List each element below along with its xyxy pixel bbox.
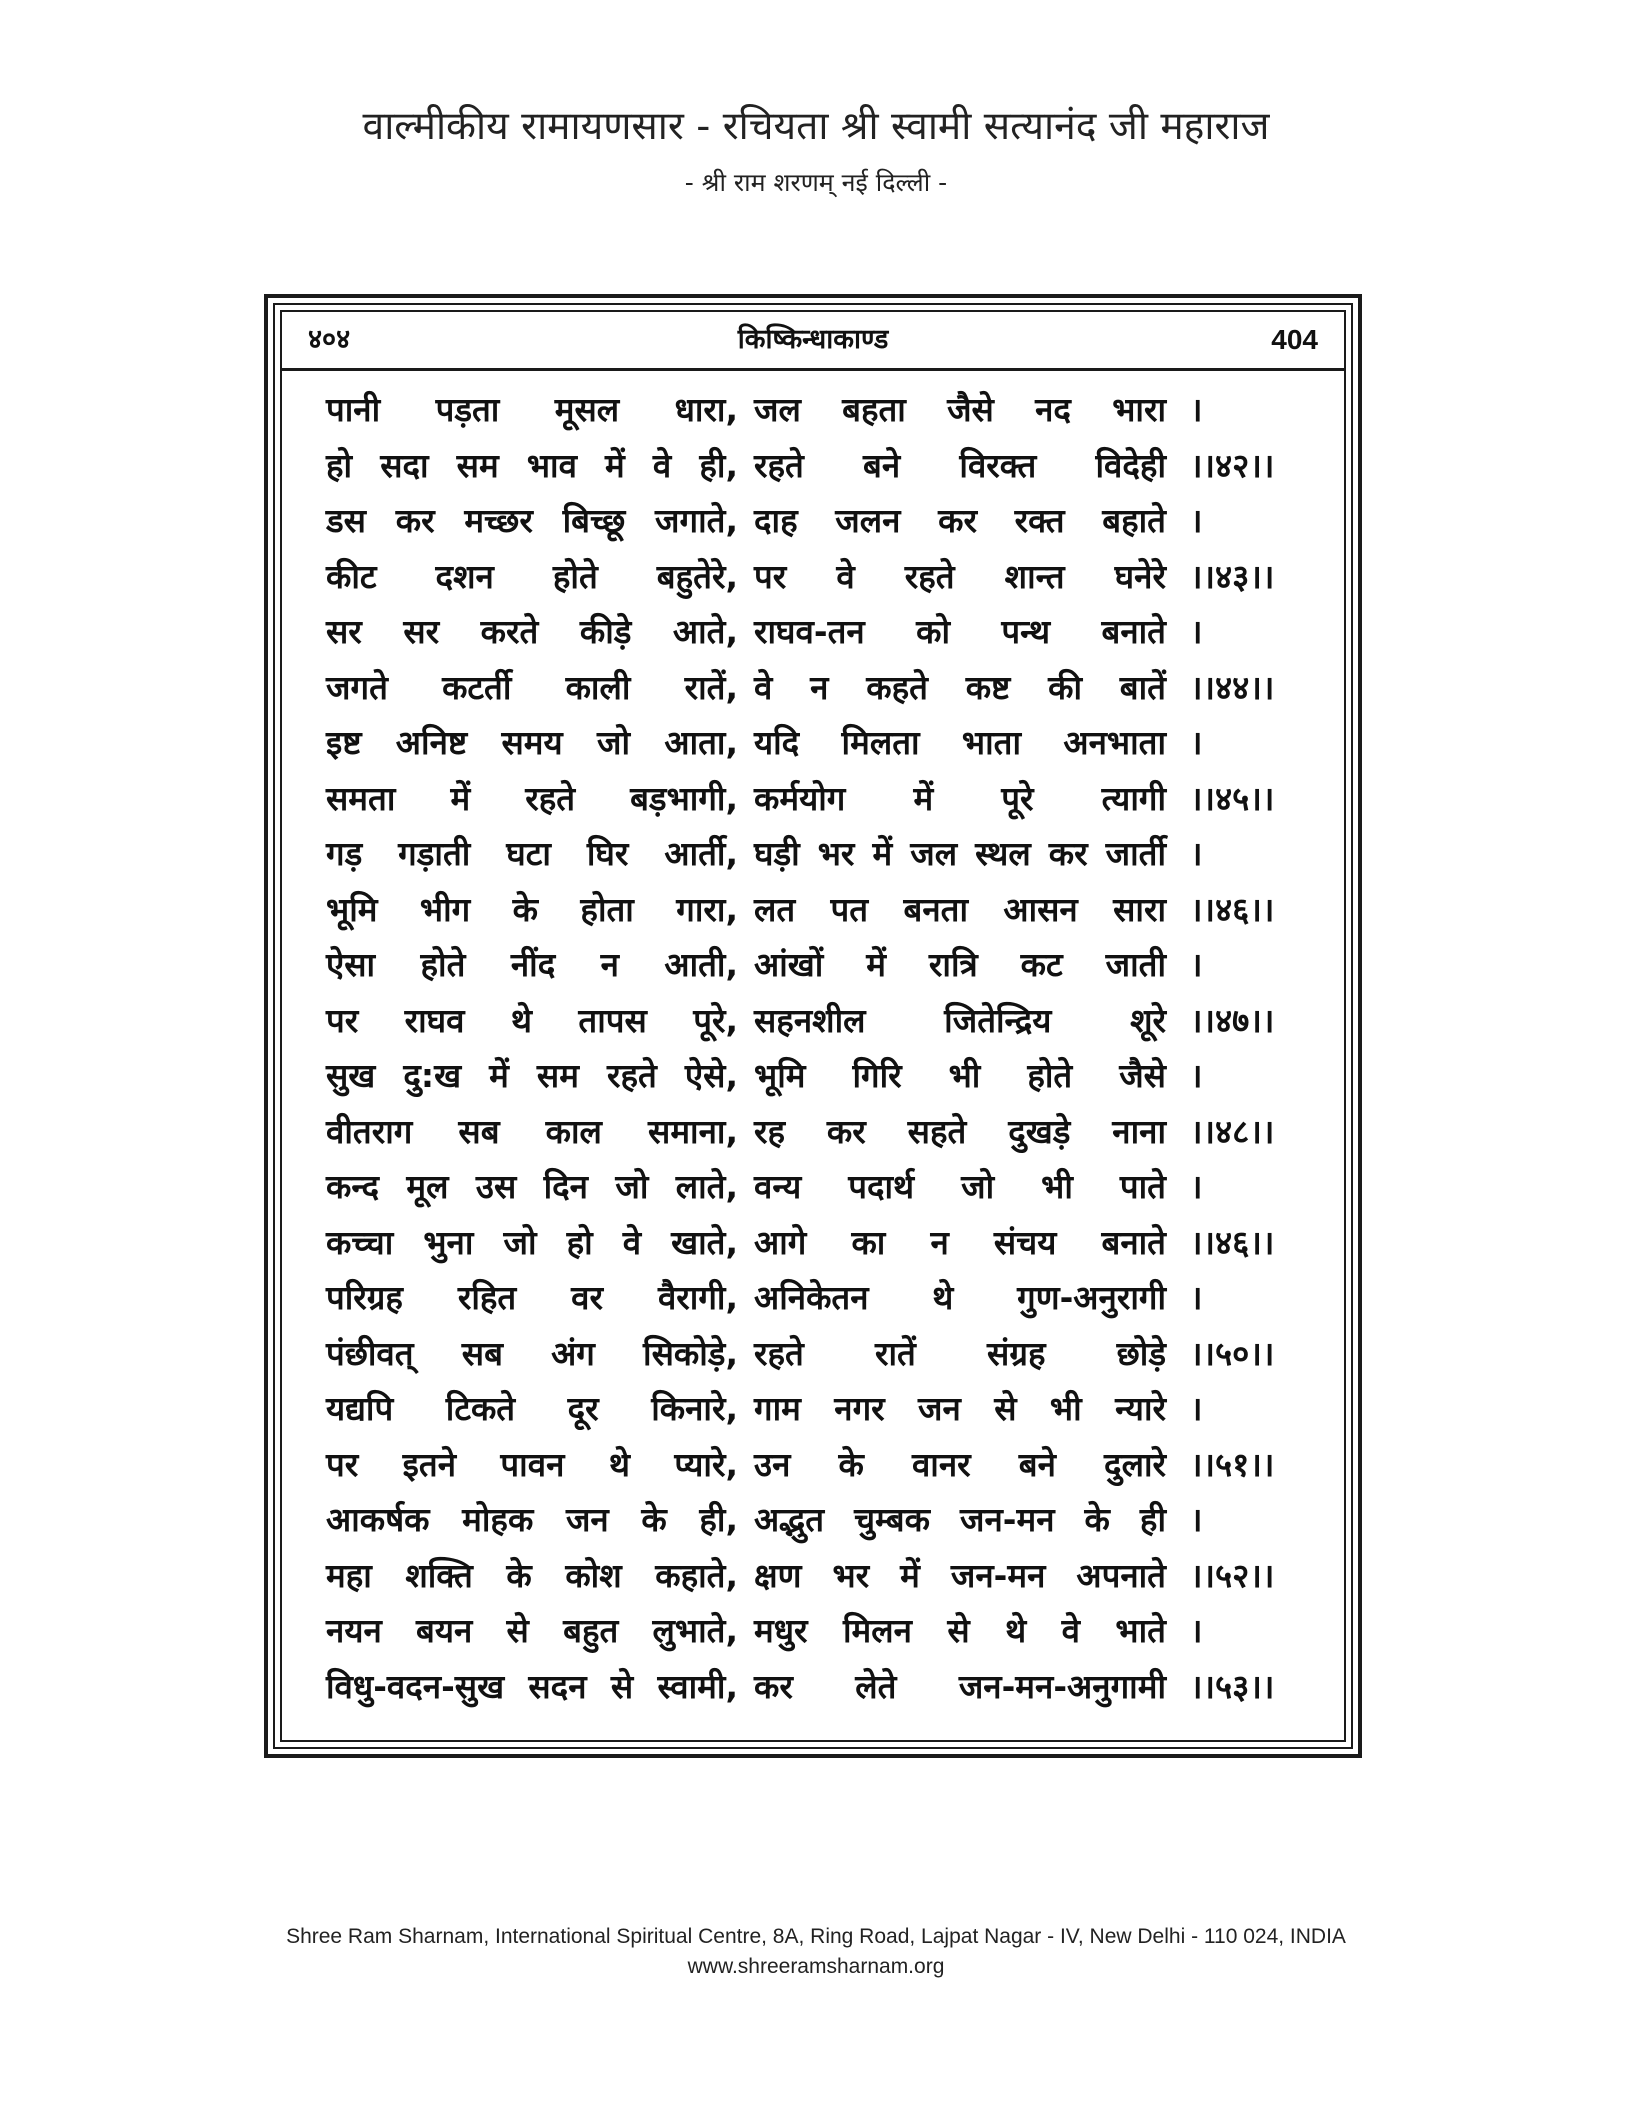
verse-line-second-half: वे न कहते कष्ट की बातें [754,667,1166,707]
verse-line-first-half: महा शक्ति के कोश कहाते, [326,1555,738,1595]
verse-row [282,1270,1344,1326]
verse-row [282,549,1344,605]
verse-row [282,771,1344,827]
verse-line-second-half: मधुर मिलन से थे वे भाते [754,1611,1166,1650]
verse-line-second-half: जल बहता जैसे नद भारा [754,390,1166,429]
verse-number: ।।४६।। [1190,1222,1275,1262]
verse-row [282,493,1344,549]
verse-line-first-half: पर राघव थे तापस पूरे, [326,1000,738,1040]
verse-line-second-half: कर लेते जन-मन-अनुगामी [754,1666,1166,1706]
verse-line-second-half: अनिकेतन थे गुण-अनुरागी [754,1278,1166,1317]
verse-line-first-half: वीतराग सब काल समाना, [326,1111,738,1151]
verse-mark: । [1190,612,1203,651]
verse-line-second-half: घड़ी भर में जल स्थल कर जार्ती [754,834,1166,873]
page-number-devanagari: ४०४ [308,324,351,355]
verse-mark: । [1190,945,1203,984]
verse-line-second-half: रहते बने विरक्त विदेही [754,445,1166,485]
verse-mark: । [1190,1500,1203,1539]
verse-row [282,1492,1344,1548]
verse-row [282,1437,1344,1493]
verse-line-first-half: पानी पड़ता मूसल धारा, [326,390,738,429]
verse-row [282,438,1344,494]
verse-list [282,382,1344,1714]
kanda-title: किष्किन्धाकाण्ड [737,324,889,355]
verse-mark: । [1190,1056,1203,1095]
verse-row [282,1104,1344,1160]
verse-row [282,1215,1344,1271]
page-subtitle: - श्री राम शरणम् नई दिल्ली - [684,168,948,197]
verse-frame-inner [280,310,1346,1742]
verse-row [282,1326,1344,1382]
verse-line-first-half: भूमि भीग के होता गारा, [326,889,738,929]
verse-number: ।।४३।। [1190,556,1275,596]
verse-row [282,1603,1344,1659]
verse-mark: । [1190,1611,1203,1650]
verse-row [282,1381,1344,1437]
verse-line-first-half: गड़ गड़ाती घटा घिर आर्ती, [326,834,738,873]
verse-line-first-half: ऐसा होते नींद न आती, [326,945,738,984]
verse-line-first-half: आकर्षक मोहक जन के ही, [326,1500,738,1539]
footer-address: Shree Ram Sharnam, International Spiritual Centre, 8A, Ring Road, Lajpat Nagar - IV, New Delhi - 110 024, INDIA [286,1925,1346,1948]
verse-line-first-half: सर सर करते कीड़े आते, [326,612,738,651]
verse-row [282,1548,1344,1604]
verse-mark: । [1190,501,1203,540]
verse-line-first-half: यद्यपि टिकते दूर किनारे, [326,1389,738,1428]
verse-line-second-half: वन्य पदार्थ जो भी पाते [754,1167,1166,1206]
verse-line-second-half: आंखों में रात्रि कट जाती [754,945,1166,984]
verse-mark: । [1190,834,1203,873]
verse-number: ।।४५।। [1190,778,1275,818]
verse-line-second-half: क्षण भर में जन-मन अपनाते [754,1555,1166,1595]
verse-row [282,382,1344,438]
verse-line-second-half: सहनशील जितेन्द्रिय शूरे [754,1000,1166,1040]
verse-number: ।।४४।। [1190,667,1275,707]
verse-line-first-half: विधु-वदन-सुख सदन से स्वामी, [326,1666,738,1706]
verse-mark: । [1190,1167,1203,1206]
verse-number: ।।४२।। [1190,445,1275,485]
verse-line-second-half: अद्भुत चुम्बक जन-मन के ही [754,1500,1166,1539]
verse-number: ।।४७।। [1190,1000,1275,1040]
verse-number: ।।४८।। [1190,1111,1275,1151]
verse-line-first-half: परिग्रह रहित वर वैरागी, [326,1278,738,1317]
verse-line-second-half: राघव-तन को पन्थ बनाते [754,612,1166,651]
verse-row [282,660,1344,716]
verse-line-second-half: आगे का न संचय बनाते [754,1222,1166,1262]
verse-line-second-half: यदि मिलता भाता अनभाता [754,723,1166,762]
verse-frame-mid-border [273,303,1353,1749]
verse-line-first-half: कच्चा भुना जो हो वे खाते, [326,1222,738,1262]
verse-number: ।।४६।। [1190,889,1275,929]
verse-line-first-half: समता में रहते बड़भागी, [326,778,738,818]
verse-row [282,882,1344,938]
page-title: वाल्मीकीय रामायणसार - रचियता श्री स्वामी सत्यानंद जी महाराज [362,104,1270,149]
verse-line-second-half: पर वे रहते शान्त घनेरे [754,556,1166,596]
verse-line-second-half: रह कर सहते दुखड़े नाना [754,1111,1166,1151]
verse-row [282,937,1344,993]
verse-line-second-half: कर्मयोग में पूरे त्यागी [754,778,1166,818]
verse-line-second-half: लत पत बनता आसन सारा [754,889,1166,929]
verse-number: ।।५३।। [1190,1666,1275,1706]
verse-mark: । [1190,390,1203,429]
verse-row [282,993,1344,1049]
verse-line-first-half: सुख दु:ख में सम रहते ऐसे, [326,1056,738,1095]
verse-number: ।।५१।। [1190,1444,1275,1484]
verse-line-first-half: नयन बयन से बहुत लुभाते, [326,1611,738,1650]
verse-mark: । [1190,723,1203,762]
verse-line-first-half: जगते कटर्ती काली रातें, [326,667,738,707]
verse-line-second-half: रहते रातें संग्रह छोड़े [754,1333,1166,1373]
verse-row [282,715,1344,771]
verse-line-first-half: इष्ट अनिष्ट समय जो आता, [326,723,738,762]
verse-row [282,1159,1344,1215]
verse-line-second-half: दाह जलन कर रक्त बहाते [754,501,1166,540]
footer-website[interactable]: www.shreeramsharnam.org [687,1955,945,1978]
verse-row [282,1048,1344,1104]
verse-line-first-half: कीट दशन होते बहुतेरे, [326,556,738,596]
verse-line-first-half: डस कर मच्छर बिच्छू जगाते, [326,501,738,540]
verse-line-second-half: उन के वानर बने दुलारे [754,1444,1166,1484]
verse-mark: । [1190,1389,1203,1428]
verse-line-first-half: हो सदा सम भाव में वे ही, [326,445,738,485]
page-header [282,312,1344,371]
verse-line-first-half: पर इतने पावन थे प्यारे, [326,1444,738,1484]
verse-line-second-half: भूमि गिरि भी होते जैसे [754,1056,1166,1095]
verse-line-first-half: पंछीवत् सब अंग सिकोड़े, [326,1333,738,1373]
verse-row [282,826,1344,882]
verse-number: ।।५२।। [1190,1555,1275,1595]
verse-mark: । [1190,1278,1203,1317]
page-number: 404 [1271,324,1318,355]
verse-line-first-half: कन्द मूल उस दिन जो लाते, [326,1167,738,1206]
page-footer [0,1922,1632,1982]
verse-line-second-half: गाम नगर जन से भी न्यारे [754,1389,1166,1428]
verse-frame [264,294,1362,1758]
verse-number: ।।५०।। [1190,1333,1275,1373]
verse-row [282,604,1344,660]
verse-row [282,1659,1344,1715]
